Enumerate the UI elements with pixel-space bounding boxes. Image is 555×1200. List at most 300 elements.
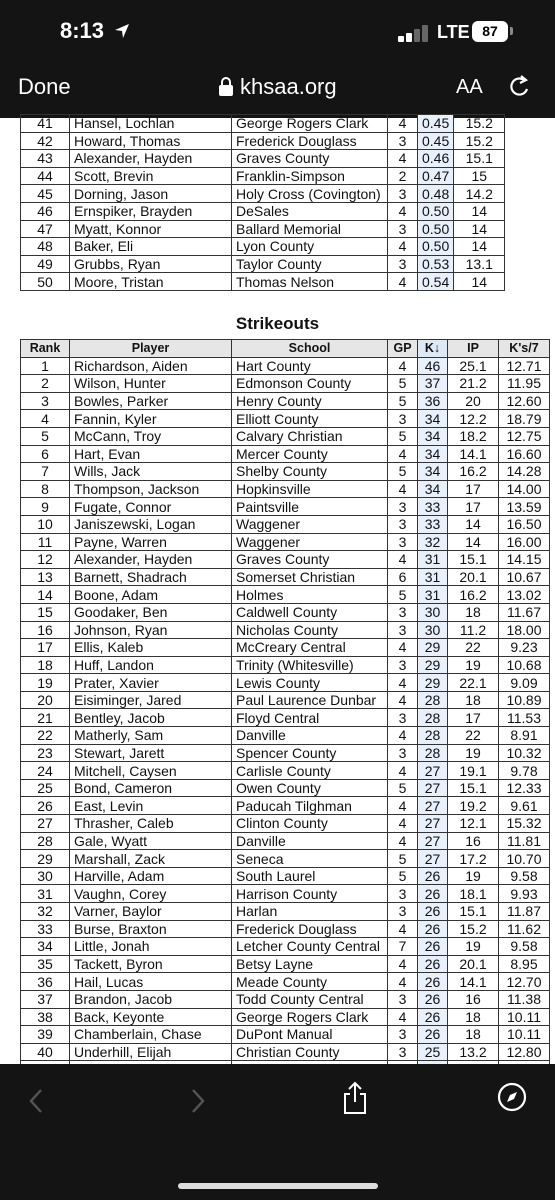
- cell-player: Little, Jonah: [70, 938, 232, 956]
- cell-school: Frederick Douglass: [232, 132, 388, 150]
- cell-rank: 15: [21, 603, 70, 621]
- cell-ip: 19: [448, 656, 499, 674]
- cell-player: Moore, Tristan: [70, 273, 232, 291]
- cell-school: Owen County: [232, 779, 388, 797]
- cell-ip: 19: [448, 867, 499, 885]
- cell-rank: 20: [21, 691, 70, 709]
- cell-rank: 35: [21, 955, 70, 973]
- cell-school: Hopkinsville: [232, 480, 388, 498]
- cell-player: Back, Keyonte: [70, 1008, 232, 1026]
- cell-ip: 11.2: [448, 621, 499, 639]
- cell-strikeouts: 36: [418, 392, 448, 410]
- table-row: [21, 220, 505, 238]
- cell-strikeouts: 27: [418, 779, 448, 797]
- cell-strikeouts: 26: [418, 1008, 448, 1026]
- cell-stat: 0.50: [418, 238, 454, 256]
- cell-k-per-7: 10.32: [499, 744, 550, 762]
- cell-gp: 4: [388, 762, 418, 780]
- table-row: [21, 815, 550, 833]
- cell-player: Hart, Evan: [70, 445, 232, 463]
- cell-player: Tackett, Byron: [70, 955, 232, 973]
- cell-ip: 20.1: [448, 955, 499, 973]
- battery-icon: [510, 27, 513, 35]
- cell-k-per-7: 9.23: [499, 639, 550, 657]
- cell-stat: 0.45: [418, 132, 454, 150]
- cell-school: Nicholas County: [232, 621, 388, 639]
- cell-ip: 14: [448, 515, 499, 533]
- cell-gp: 3: [388, 185, 418, 203]
- cell-k-per-7: 16.50: [499, 515, 550, 533]
- cell-school: Letcher County Central: [232, 938, 388, 956]
- header-ip[interactable]: IP: [448, 340, 499, 358]
- cell-k-per-7: 12.75: [499, 427, 550, 445]
- cell-rank: 43: [21, 150, 70, 168]
- cell-stat: 0.48: [418, 185, 454, 203]
- cell-rank: 9: [21, 498, 70, 516]
- cell-school: Graves County: [232, 150, 388, 168]
- cell-rank: 36: [21, 973, 70, 991]
- cell-player: Fannin, Kyler: [70, 410, 232, 428]
- cell-school: Edmonson County: [232, 375, 388, 393]
- table-row: [21, 115, 505, 133]
- cell-strikeouts: 29: [418, 674, 448, 692]
- compass-icon[interactable]: [496, 1081, 528, 1118]
- cell-gp: 4: [388, 797, 418, 815]
- cell-gp: 4: [388, 691, 418, 709]
- previous-leaderboard-table: [20, 114, 505, 291]
- cell-rank: 8: [21, 480, 70, 498]
- cell-school: Clinton County: [232, 815, 388, 833]
- cell-school: Harrison County: [232, 885, 388, 903]
- cell-school: Shelby County: [232, 463, 388, 481]
- cell-rank: 24: [21, 762, 70, 780]
- table-row: [21, 357, 550, 375]
- cell-player: Huff, Landon: [70, 656, 232, 674]
- cell-gp: 4: [388, 202, 418, 220]
- cell-rank: 26: [21, 797, 70, 815]
- table-header-row: [21, 340, 550, 358]
- cell-school: Somerset Christian: [232, 568, 388, 586]
- cell-player: Stewart, Jarett: [70, 744, 232, 762]
- cell-strikeouts: 27: [418, 762, 448, 780]
- cell-player: Grubbs, Ryan: [70, 255, 232, 273]
- cell-ip: 15.1: [448, 551, 499, 569]
- cell-gp: 4: [388, 445, 418, 463]
- cell-strikeouts: 26: [418, 1026, 448, 1044]
- cell-school: Thomas Nelson: [232, 273, 388, 291]
- cell-player: Baker, Eli: [70, 238, 232, 256]
- cell-k-per-7: 15.32: [499, 815, 550, 833]
- cell-rank: 5: [21, 427, 70, 445]
- cell-ip: 18.1: [448, 885, 499, 903]
- cell-k-per-7: 12.60: [499, 392, 550, 410]
- cell-gp: 4: [388, 238, 418, 256]
- cell-player: Howard, Thomas: [70, 132, 232, 150]
- cell-school: Waggener: [232, 533, 388, 551]
- cell-gp: 4: [388, 973, 418, 991]
- cell-k-per-7: 16.60: [499, 445, 550, 463]
- cell-player: Fugate, Connor: [70, 498, 232, 516]
- cell-school: Lyon County: [232, 238, 388, 256]
- cell-ip: 15.1: [448, 779, 499, 797]
- cell-gp: 3: [388, 709, 418, 727]
- cell-ip: 21.2: [448, 375, 499, 393]
- cell-rank: 25: [21, 779, 70, 797]
- cell-player: Vaughn, Corey: [70, 885, 232, 903]
- cell-rank: 46: [21, 202, 70, 220]
- cell-gp: 4: [388, 115, 418, 133]
- cell-strikeouts: 27: [418, 850, 448, 868]
- cell-rank: 17: [21, 639, 70, 657]
- cell-school: Hart County: [232, 357, 388, 375]
- cell-gp: 3: [388, 255, 418, 273]
- cell-gp: 4: [388, 357, 418, 375]
- cell-strikeouts: 34: [418, 463, 448, 481]
- cell-gp: 4: [388, 920, 418, 938]
- cell-strikeouts: 28: [418, 709, 448, 727]
- header-rank[interactable]: Rank: [21, 340, 70, 358]
- table-row: [21, 202, 505, 220]
- cell-strikeouts: 34: [418, 445, 448, 463]
- cell-k-per-7: 9.58: [499, 938, 550, 956]
- cell-school: Betsy Layne: [232, 955, 388, 973]
- cell-ip: 19: [448, 744, 499, 762]
- cell-player: Hansel, Lochlan: [70, 115, 232, 133]
- table-row: [21, 885, 550, 903]
- header-school[interactable]: School: [232, 340, 388, 358]
- cell-rank: 38: [21, 1008, 70, 1026]
- table-row: [21, 762, 550, 780]
- cell-strikeouts: 34: [418, 427, 448, 445]
- cell-gp: 4: [388, 273, 418, 291]
- cell-player: Boone, Adam: [70, 586, 232, 604]
- cell-rank: 19: [21, 674, 70, 692]
- cell-k-per-7: 11.81: [499, 832, 550, 850]
- cell-rank: 14: [21, 586, 70, 604]
- cell-player: Bond, Cameron: [70, 779, 232, 797]
- cell-gp: 5: [388, 867, 418, 885]
- cell-ip: 19.1: [448, 762, 499, 780]
- cell-strikeouts: 25: [418, 1043, 448, 1061]
- cell-player: Richardson, Aiden: [70, 357, 232, 375]
- cell-rank: 4: [21, 410, 70, 428]
- cell-rank: 12: [21, 551, 70, 569]
- cell-player: Ernspiker, Brayden: [70, 202, 232, 220]
- cell-player: Eisiminger, Jared: [70, 691, 232, 709]
- cell-k-per-7: 18.00: [499, 621, 550, 639]
- cell-k-per-7: 11.53: [499, 709, 550, 727]
- cell-strikeouts: 26: [418, 990, 448, 1008]
- cell-school: Trinity (Whitesville): [232, 656, 388, 674]
- cell-strikeouts: 37: [418, 375, 448, 393]
- cell-k-per-7: 14.28: [499, 463, 550, 481]
- cell-player: Varner, Baylor: [70, 903, 232, 921]
- cell-strikeouts: 26: [418, 867, 448, 885]
- text-size-button[interactable]: AA: [456, 76, 483, 98]
- table-row: [21, 427, 550, 445]
- cell-player: Dorning, Jason: [70, 185, 232, 203]
- table-row: [21, 639, 550, 657]
- cell-rank: 27: [21, 815, 70, 833]
- cell-gp: 4: [388, 639, 418, 657]
- table-row: [21, 480, 550, 498]
- cell-strikeouts: 26: [418, 885, 448, 903]
- cell-ip: 18: [448, 603, 499, 621]
- cell-gp: 5: [388, 463, 418, 481]
- url-field[interactable]: khsaa.org: [240, 74, 337, 99]
- cell-rank: 50: [21, 273, 70, 291]
- cell-stat2: 14: [454, 273, 505, 291]
- cell-ip: 14.1: [448, 445, 499, 463]
- cell-stat: 0.45: [418, 115, 454, 133]
- cell-school: Christian County: [232, 1043, 388, 1061]
- cell-k-per-7: 11.87: [499, 903, 550, 921]
- cell-k-per-7: 13.59: [499, 498, 550, 516]
- table-row: [21, 709, 550, 727]
- cell-k-per-7: 12.71: [499, 357, 550, 375]
- table-row: [21, 727, 550, 745]
- cell-strikeouts: 26: [418, 920, 448, 938]
- cell-rank: 16: [21, 621, 70, 639]
- cell-school: Paul Laurence Dunbar: [232, 691, 388, 709]
- location-arrow-icon: [113, 22, 131, 45]
- cell-player: Myatt, Konnor: [70, 220, 232, 238]
- cell-strikeouts: 34: [418, 410, 448, 428]
- done-button[interactable]: Done: [18, 74, 71, 99]
- cell-rank: 6: [21, 445, 70, 463]
- cell-ip: 16.2: [448, 586, 499, 604]
- cell-gp: 5: [388, 779, 418, 797]
- cell-player: Johnson, Ryan: [70, 621, 232, 639]
- cell-ip: 14: [448, 533, 499, 551]
- forward-icon[interactable]: [188, 1086, 208, 1121]
- page-content: [0, 115, 555, 1064]
- cell-player: East, Levin: [70, 797, 232, 815]
- cell-rank: 10: [21, 515, 70, 533]
- cell-school: Franklin-Simpson: [232, 167, 388, 185]
- lock-icon: [218, 77, 234, 102]
- cell-school: Graves County: [232, 551, 388, 569]
- cell-ip: 16: [448, 832, 499, 850]
- cell-ip: 22.1: [448, 674, 499, 692]
- cell-strikeouts: 26: [418, 955, 448, 973]
- cell-gp: 5: [388, 375, 418, 393]
- table-row: [21, 903, 550, 921]
- cell-ip: 18: [448, 1008, 499, 1026]
- cell-gp: 3: [388, 533, 418, 551]
- cell-strikeouts: 27: [418, 815, 448, 833]
- table-row: [21, 990, 550, 1008]
- cell-school: Holmes: [232, 586, 388, 604]
- cell-ip: 18: [448, 1026, 499, 1044]
- table-row: [21, 797, 550, 815]
- table-row: [21, 132, 505, 150]
- header-k-per-7[interactable]: K's/7: [499, 340, 550, 358]
- cell-ip: 15.2: [448, 920, 499, 938]
- table-row: [21, 1008, 550, 1026]
- cell-school: Mercer County: [232, 445, 388, 463]
- cell-gp: 3: [388, 656, 418, 674]
- cell-rank: 13: [21, 568, 70, 586]
- cell-gp: 3: [388, 220, 418, 238]
- network-type: LTE: [437, 22, 470, 42]
- cell-strikeouts: 28: [418, 727, 448, 745]
- cell-player: Wilson, Hunter: [70, 375, 232, 393]
- cell-rank: 31: [21, 885, 70, 903]
- cell-stat2: 14: [454, 220, 505, 238]
- cell-player: McCann, Troy: [70, 427, 232, 445]
- cell-gp: 4: [388, 727, 418, 745]
- cell-strikeouts: 28: [418, 744, 448, 762]
- cell-rank: 2: [21, 375, 70, 393]
- cell-gp: 3: [388, 990, 418, 1008]
- cell-rank: 3: [21, 392, 70, 410]
- cell-ip: 12.1: [448, 815, 499, 833]
- table-row: [21, 375, 550, 393]
- cell-gp: 4: [388, 815, 418, 833]
- cell-k-per-7: 9.58: [499, 867, 550, 885]
- cell-rank: 21: [21, 709, 70, 727]
- cell-gp: 3: [388, 903, 418, 921]
- cell-school: George Rogers Clark: [232, 115, 388, 133]
- cell-gp: 3: [388, 744, 418, 762]
- cell-player: Prater, Xavier: [70, 674, 232, 692]
- cell-ip: 19.2: [448, 797, 499, 815]
- cell-gp: 4: [388, 150, 418, 168]
- table-row: [21, 656, 550, 674]
- cell-strikeouts: 30: [418, 621, 448, 639]
- cell-k-per-7: 11.38: [499, 990, 550, 1008]
- table-row: [21, 938, 550, 956]
- table-row: [21, 445, 550, 463]
- cell-ip: 12.2: [448, 410, 499, 428]
- cell-player: Payne, Warren: [70, 533, 232, 551]
- cell-player: Burse, Braxton: [70, 920, 232, 938]
- cell-gp: 5: [388, 392, 418, 410]
- cell-school: Carlisle County: [232, 762, 388, 780]
- cell-gp: 7: [388, 938, 418, 956]
- reload-icon[interactable]: [508, 74, 532, 105]
- cell-rank: 30: [21, 867, 70, 885]
- cell-gp: 3: [388, 410, 418, 428]
- cell-school: Henry County: [232, 392, 388, 410]
- table-row: [21, 533, 550, 551]
- cell-rank: 45: [21, 185, 70, 203]
- cell-school: Floyd Central: [232, 709, 388, 727]
- cell-gp: 4: [388, 832, 418, 850]
- cell-rank: 47: [21, 220, 70, 238]
- cell-player: Ellis, Kaleb: [70, 639, 232, 657]
- share-icon[interactable]: [340, 1080, 370, 1121]
- status-bar: [0, 0, 555, 62]
- cell-rank: 7: [21, 463, 70, 481]
- cell-rank: 1: [21, 357, 70, 375]
- cell-ip: 16.2: [448, 463, 499, 481]
- cell-gp: 4: [388, 551, 418, 569]
- strikeouts-title: Strikeouts: [235, 314, 320, 333]
- cell-player: Wills, Jack: [70, 463, 232, 481]
- cell-school: Caldwell County: [232, 603, 388, 621]
- cell-k-per-7: 9.09: [499, 674, 550, 692]
- cell-ip: 18.2: [448, 427, 499, 445]
- cell-k-per-7: 12.80: [499, 1043, 550, 1061]
- header-strikeouts-sorted[interactable]: K↓: [418, 340, 448, 358]
- cell-k-per-7: 8.91: [499, 727, 550, 745]
- cell-player: Scott, Brevin: [70, 167, 232, 185]
- cell-gp: 5: [388, 427, 418, 445]
- cell-strikeouts: 30: [418, 603, 448, 621]
- cell-school: Frederick Douglass: [232, 920, 388, 938]
- cell-ip: 17: [448, 498, 499, 516]
- cell-player: Hail, Lucas: [70, 973, 232, 991]
- cell-school: Spencer County: [232, 744, 388, 762]
- cell-rank: 44: [21, 167, 70, 185]
- cell-school: Paducah Tilghman: [232, 797, 388, 815]
- cell-k-per-7: 11.95: [499, 375, 550, 393]
- home-indicator[interactable]: [178, 1183, 378, 1189]
- table-row: [21, 1043, 550, 1061]
- cell-school: George Rogers Clark: [232, 1008, 388, 1026]
- cell-strikeouts: 26: [418, 938, 448, 956]
- cell-stat: 0.54: [418, 273, 454, 291]
- cell-ip: 20.1: [448, 568, 499, 586]
- cell-strikeouts: 29: [418, 656, 448, 674]
- cell-k-per-7: 8.95: [499, 955, 550, 973]
- cell-school: Waggener: [232, 515, 388, 533]
- table-row: [21, 674, 550, 692]
- table-row: [21, 867, 550, 885]
- cell-player: Bowles, Parker: [70, 392, 232, 410]
- cell-ip: 17.2: [448, 850, 499, 868]
- cell-k-per-7: 10.67: [499, 568, 550, 586]
- cell-strikeouts: 31: [418, 568, 448, 586]
- cell-k-per-7: 9.93: [499, 885, 550, 903]
- cell-ip: 25.1: [448, 357, 499, 375]
- cell-k-per-7: 10.89: [499, 691, 550, 709]
- table-row: [21, 150, 505, 168]
- table-row: [21, 744, 550, 762]
- back-icon[interactable]: [26, 1086, 46, 1121]
- table-row: [21, 273, 505, 291]
- cell-rank: 32: [21, 903, 70, 921]
- battery-level: 87: [472, 21, 508, 42]
- cell-rank: 39: [21, 1026, 70, 1044]
- header-player[interactable]: Player: [70, 340, 232, 358]
- cell-rank: 48: [21, 238, 70, 256]
- signal-strength-icon: [398, 24, 432, 42]
- cell-school: Danville: [232, 727, 388, 745]
- cell-gp: 5: [388, 586, 418, 604]
- browser-nav-bar: [0, 62, 555, 118]
- cell-k-per-7: 11.62: [499, 920, 550, 938]
- cell-gp: 3: [388, 132, 418, 150]
- cell-school: Holy Cross (Covington): [232, 185, 388, 203]
- cell-school: Elliott County: [232, 410, 388, 428]
- cell-strikeouts: 33: [418, 515, 448, 533]
- table-row: [21, 586, 550, 604]
- cell-player: Harville, Adam: [70, 867, 232, 885]
- cell-k-per-7: 14.15: [499, 551, 550, 569]
- cell-k-per-7: 12.33: [499, 779, 550, 797]
- cell-school: DeSales: [232, 202, 388, 220]
- cell-stat: 0.47: [418, 167, 454, 185]
- table-row: [21, 850, 550, 868]
- cell-gp: 4: [388, 674, 418, 692]
- cell-gp: 4: [388, 480, 418, 498]
- header-gp[interactable]: GP: [388, 340, 418, 358]
- cell-rank: 33: [21, 920, 70, 938]
- cell-player: Bentley, Jacob: [70, 709, 232, 727]
